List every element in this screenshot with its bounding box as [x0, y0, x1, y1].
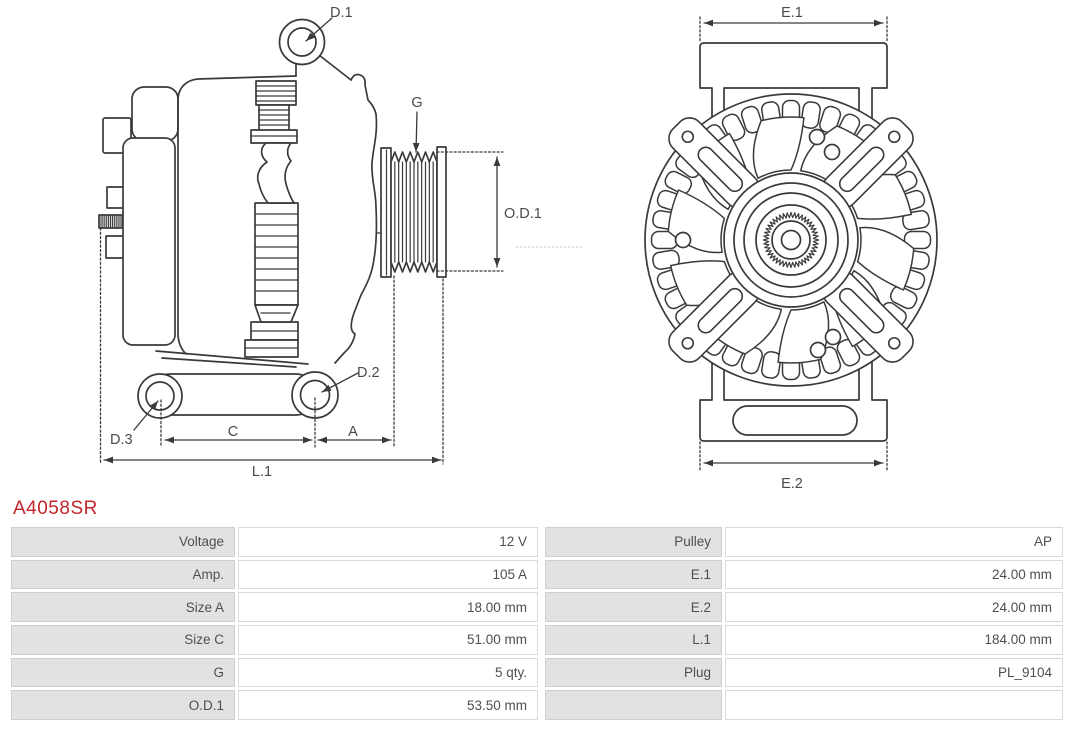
spec-label: Plug	[545, 658, 722, 688]
spec-row	[545, 527, 1063, 557]
spec-label: Pulley	[545, 527, 722, 557]
dim-label-g: G	[411, 95, 423, 111]
spec-value: 12 V	[238, 527, 538, 557]
spec-row	[545, 658, 1063, 688]
dim-label-a: A	[348, 424, 358, 440]
spec-row	[545, 592, 1063, 622]
spec-row	[11, 527, 538, 557]
spec-value: 18.00 mm	[238, 592, 538, 622]
spec-row	[11, 658, 538, 688]
dim-label-e1: E.1	[781, 5, 803, 21]
spec-row	[11, 625, 538, 655]
spec-label: Size C	[11, 625, 235, 655]
dim-label-d2: D.2	[357, 365, 380, 381]
shaft-center-hole	[782, 231, 801, 250]
ear-support-line	[319, 55, 351, 80]
face-hole	[825, 145, 840, 160]
spec-label: O.D.1	[11, 690, 235, 720]
part-number-title: A4058SR	[13, 498, 98, 519]
spec-label: E.2	[545, 592, 722, 622]
face-hole	[811, 343, 826, 358]
column-neck	[258, 143, 294, 203]
face-hole	[826, 330, 841, 345]
bracket-slot	[733, 406, 857, 435]
rear-cover-top	[132, 87, 178, 141]
spec-label: L.1	[545, 625, 722, 655]
d1-hole-outer	[280, 20, 325, 65]
spec-label: E.1	[545, 560, 722, 590]
dim-label-d1: D.1	[330, 5, 353, 21]
spec-value: 24.00 mm	[725, 560, 1063, 590]
spec-table-right	[545, 527, 1063, 723]
spec-row	[545, 625, 1063, 655]
spec-table-left	[11, 527, 538, 723]
spec-value	[725, 690, 1063, 720]
spec-value: 5 qty.	[238, 658, 538, 688]
body-bottom-edge	[162, 358, 296, 367]
spec-label	[545, 690, 722, 720]
spec-value: 53.50 mm	[238, 690, 538, 720]
spec-label: Amp.	[11, 560, 235, 590]
spec-row	[11, 690, 538, 720]
spec-value: 184.00 mm	[725, 625, 1063, 655]
face-hole	[810, 130, 825, 145]
spec-value: 24.00 mm	[725, 592, 1063, 622]
dim-label-c: C	[227, 424, 239, 440]
dim-label-l1: L.1	[251, 464, 273, 480]
face-hole	[676, 233, 691, 248]
dim-label-od1: O.D.1	[504, 206, 542, 222]
spec-row	[11, 592, 538, 622]
spec-label: G	[11, 658, 235, 688]
pulley-flange-right	[437, 147, 446, 277]
dim-label-d3: D.3	[110, 432, 133, 448]
spec-value: AP	[725, 527, 1063, 557]
spec-row	[11, 560, 538, 590]
spec-label: Voltage	[11, 527, 235, 557]
spec-value: PL_9104	[725, 658, 1063, 688]
spec-value: 105 A	[238, 560, 538, 590]
rear-cover	[123, 138, 175, 345]
dim-label-e2: E.2	[781, 476, 803, 492]
spec-label: Size A	[11, 592, 235, 622]
spec-row	[545, 690, 1063, 720]
alternator-front-view	[645, 43, 937, 441]
spec-value: 51.00 mm	[238, 625, 538, 655]
body-outline-right	[335, 75, 376, 363]
spec-row	[545, 560, 1063, 590]
d3-hole-outer	[138, 374, 182, 418]
